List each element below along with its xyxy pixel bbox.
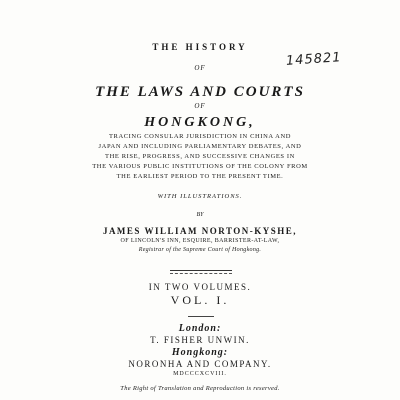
author-name: JAMES WILLIAM NORTON-KYSHE, [102, 226, 298, 236]
volume-count: IN TWO VOLUMES. [148, 282, 252, 292]
description-line: THE VARIOUS PUBLIC INSTITUTIONS OF THE COLONY FROM [92, 163, 308, 170]
imprint-publisher-hongkong: NORONHA AND COMPANY. [128, 359, 272, 369]
imprint-city-london: London: [178, 323, 222, 334]
imprint-publisher-london: T. FISHER UNWIN. [150, 335, 250, 345]
title-place: HONGKONG, [144, 115, 256, 130]
handwritten-catalog-number: 145821 [285, 50, 343, 69]
illustrations-note: WITH ILLUSTRATIONS. [157, 193, 243, 200]
title-of-1: OF [194, 64, 206, 72]
description-line: JAPAN AND INCLUDING PARLIAMENTARY DEBATES, AND [98, 143, 302, 150]
description-line: THE EARLIEST PERIOD TO THE PRESENT TIME. [116, 173, 284, 180]
author-affiliation: OF LINCOLN'S INN, ESQUIRE, BARRISTER-AT-LAW, [120, 238, 280, 244]
by-label: BY [196, 212, 204, 218]
author-title: Registrar of the Supreme Court of Hongkong. [138, 247, 262, 253]
description-line: THE RISE, PROGRESS, AND SUCCESSIVE CHANGES IN [105, 153, 295, 160]
divider-rule-short [188, 316, 214, 317]
imprint-year: MDCCCXCVIII. [173, 371, 227, 377]
imprint-city-hongkong: Hongkong: [171, 347, 229, 358]
volume-number: VOL. I. [170, 293, 230, 307]
rights-notice: The Right of Translation and Reproduction is reserved. [120, 385, 280, 392]
title-of-2: OF [194, 102, 206, 110]
title-line-history: THE HISTORY [152, 42, 248, 52]
description-line: TRACING CONSULAR JURISDICTION IN CHINA AND [108, 133, 292, 140]
divider-rule [170, 270, 232, 271]
title-main: THE LAWS AND COURTS [95, 84, 305, 100]
divider-rule-dashed [170, 273, 232, 274]
